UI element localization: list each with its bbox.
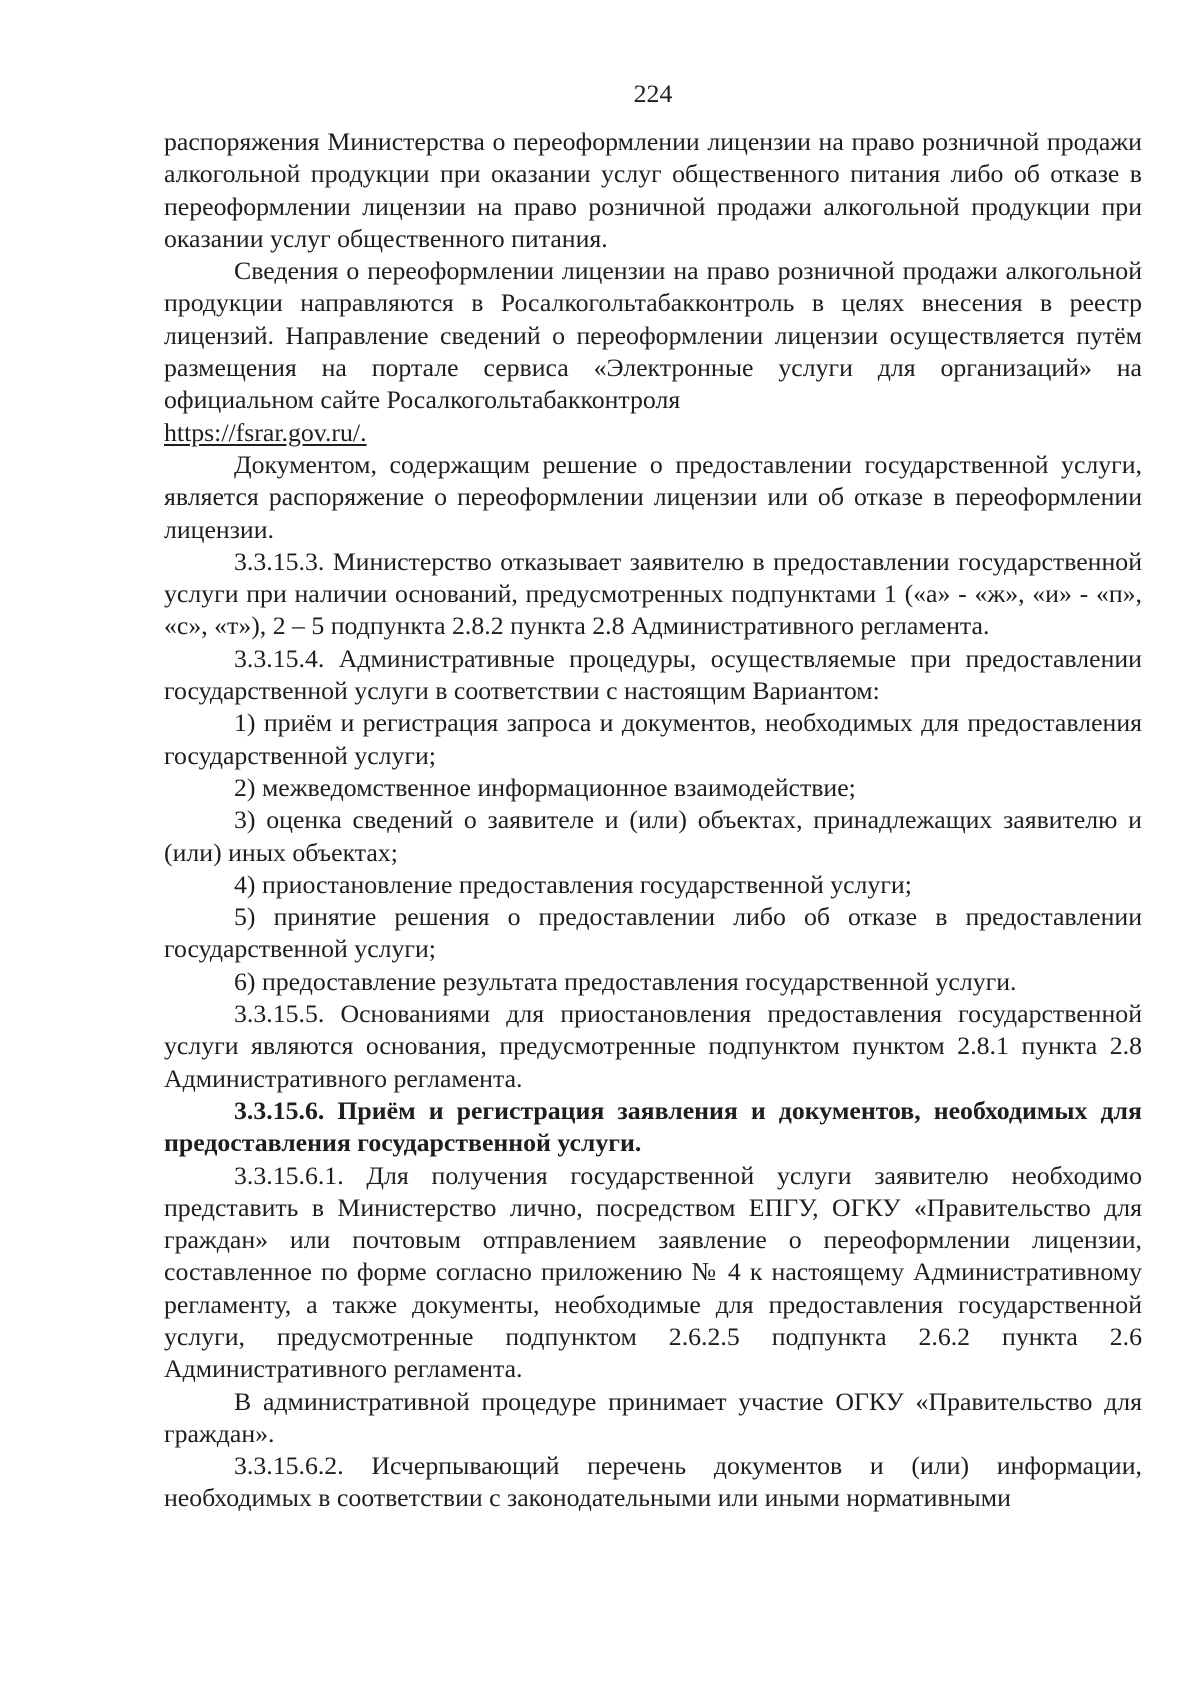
list-item-1: 1) приём и регистрация запроса и документов, необходимых для предоставления государственной услуги; (164, 708, 1142, 770)
document-page (164, 62, 1142, 1515)
list-item-2: 2) межведомственное информационное взаимодействие; (234, 772, 856, 802)
paragraph-3-3-15-4: 3.3.15.4. Административные процедуры, осуществляемые при предоставлении государственной услуги в соответствии с настоящим Вариантом: (164, 643, 1142, 706)
paragraph-3-3-15-3: 3.3.15.3. Министерство отказывает заявителю в предоставлении государственной услуги при наличии оснований, предусмотренных подпунктами 1 («а» - «ж», «и» - «п», «с», «т»), 2 – 5 подпункта 2.8.2 пункта 2.8 Административного регламента. (164, 546, 1142, 641)
paragraph-3-3-15-6-1: 3.3.15.6.1. Для получения государственной услуги заявителю необходимо представить в Министерство лично, посредством ЕПГУ, ОГКУ «Правительство для граждан» или почтовым отправлением заявление о переоформлении лицензии, составленное по форме согласно приложению № 4 к настоящему Административному регламенту, а также документы, необходимые для предоставления государственной услуги, предусмотренные подпунктом 2.6.2.5 подпункта 2.6.2 пункта 2.6 Административного регламента. (164, 1160, 1142, 1384)
paragraph-3-3-15-5: 3.3.15.5. Основаниями для приостановления предоставления государственной услуги являются основания, предусмотренные подпунктом пунктом 2.8.1 пункта 2.8 Административного регламента. (164, 999, 1142, 1093)
paragraph-participation: В административной процедуре принимает участие ОГКУ «Правительство для граждан». (164, 1386, 1142, 1448)
list-item-5: 5) принятие решения о предоставлении либо об отказе в предоставлении государственной услуги; (164, 902, 1142, 964)
list-item-3: 3) оценка сведений о заявителе и (или) объектах, принадлежащих заявителю и (или) иных объектах; (164, 805, 1142, 867)
list-item-4: 4) приостановление предоставления государственной услуги; (234, 869, 912, 899)
paragraph-decision-continuation: распоряжения Министерства о переоформлении лицензии на право розничной продажи алкогольной продукции при оказании услуг общественного питания либо об отказе в переоформлении лицензии на право розничной продажи алкогольной продукции при оказании услуг общественного питания. (164, 127, 1142, 253)
paragraph-3-3-15-6-2: 3.3.15.6.2. Исчерпывающий перечень документов и (или) информации, необходимых в соответствии с законодательными или иными нормативными (164, 1451, 1142, 1513)
heading-3-3-15-6: 3.3.15.6. Приём и регистрация заявления и документов, необходимых для предоставления государственной услуги. (164, 1095, 1142, 1158)
list-item-6: 6) предоставление результата предоставления государственной услуги. (234, 966, 1017, 996)
page-number: 224 (633, 79, 673, 108)
paragraph-decision-document: Документом, содержащим решение о предоставлении государственной услуги, является распоряжение о переоформлении лицензии или об отказе в переоформлении лицензии. (164, 449, 1142, 544)
paragraph-registry-info: Сведения о переоформлении лицензии на право розничной продажи алкогольной продукции направляются в Росалкогольтабакконтроль в целях внесения в реестр лицензий. Направление сведений о переоформлении лицензии осуществляется путём размещения на портале сервиса «Электронные услуги для организаций» на официальном сайте Росалкогольтабакконтроля (164, 256, 1142, 415)
fsrar-link[interactable]: https://fsrar.gov.ru/. (164, 417, 367, 447)
